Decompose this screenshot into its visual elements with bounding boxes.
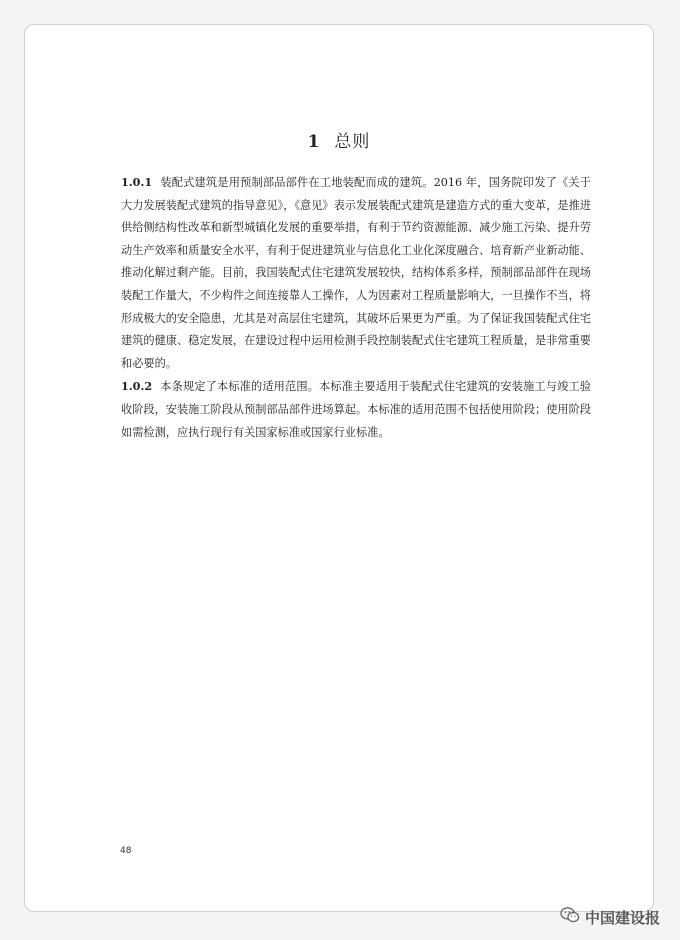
clause-text: 装配式建筑是用预制部品部件在工地装配而成的建筑。2016 年，国务院印发了《关于大力发展装配式建筑的指导意见》，《意见》表示发展装配式建筑是建造方式的重大变革，是推进供给侧结构性改革和新型城镇化发展的重要举措，有利于节约资源能源、减少施工污染、提升劳动生产效率和质量安全水平，有利于促进建筑业与信息化工业化深度融合、培育新产业新动能、推动化解过剩产能。目前，我国装配式住宅建筑发展较快，结构体系多样，预制部品部件在现场装配工作量大，不少构件之间连接靠人工操作，人为因素对工程质量影响大，一旦操作不当，将形成极大的安全隐患，尤其是对高层住宅建筑，其破坏后果更为严重。为了保证我国装配式住宅建筑的健康、稳定发展，在建设过程中运用检测手段控制装配式住宅建筑工程质量，是非常重要和必要的。: [121, 176, 591, 370]
chapter-title-text: 总则: [334, 132, 371, 152]
document-page: [24, 24, 654, 912]
page-number: 48: [120, 846, 132, 856]
chapter-number: 1: [307, 132, 321, 152]
clause-1-0-1: [121, 171, 591, 375]
chapter-title: [25, 127, 653, 152]
body-text: [121, 171, 591, 444]
clause-number: 1.0.1: [121, 175, 153, 189]
clause-text: 本条规定了本标准的适用范围。本标准主要适用于装配式住宅建筑的安装施工与竣工验收阶段，安装施工阶段从预制部品部件进场算起。本标准的适用范围不包括使用阶段；使用阶段如需检测，应执行现行有关国家标准或国家行业标准。: [121, 380, 591, 439]
wechat-icon: [560, 906, 580, 928]
clause-1-0-2: [121, 375, 591, 444]
watermark-text: 中国建设报: [584, 908, 660, 927]
clause-number: 1.0.2: [121, 379, 153, 394]
watermark: [560, 906, 660, 928]
